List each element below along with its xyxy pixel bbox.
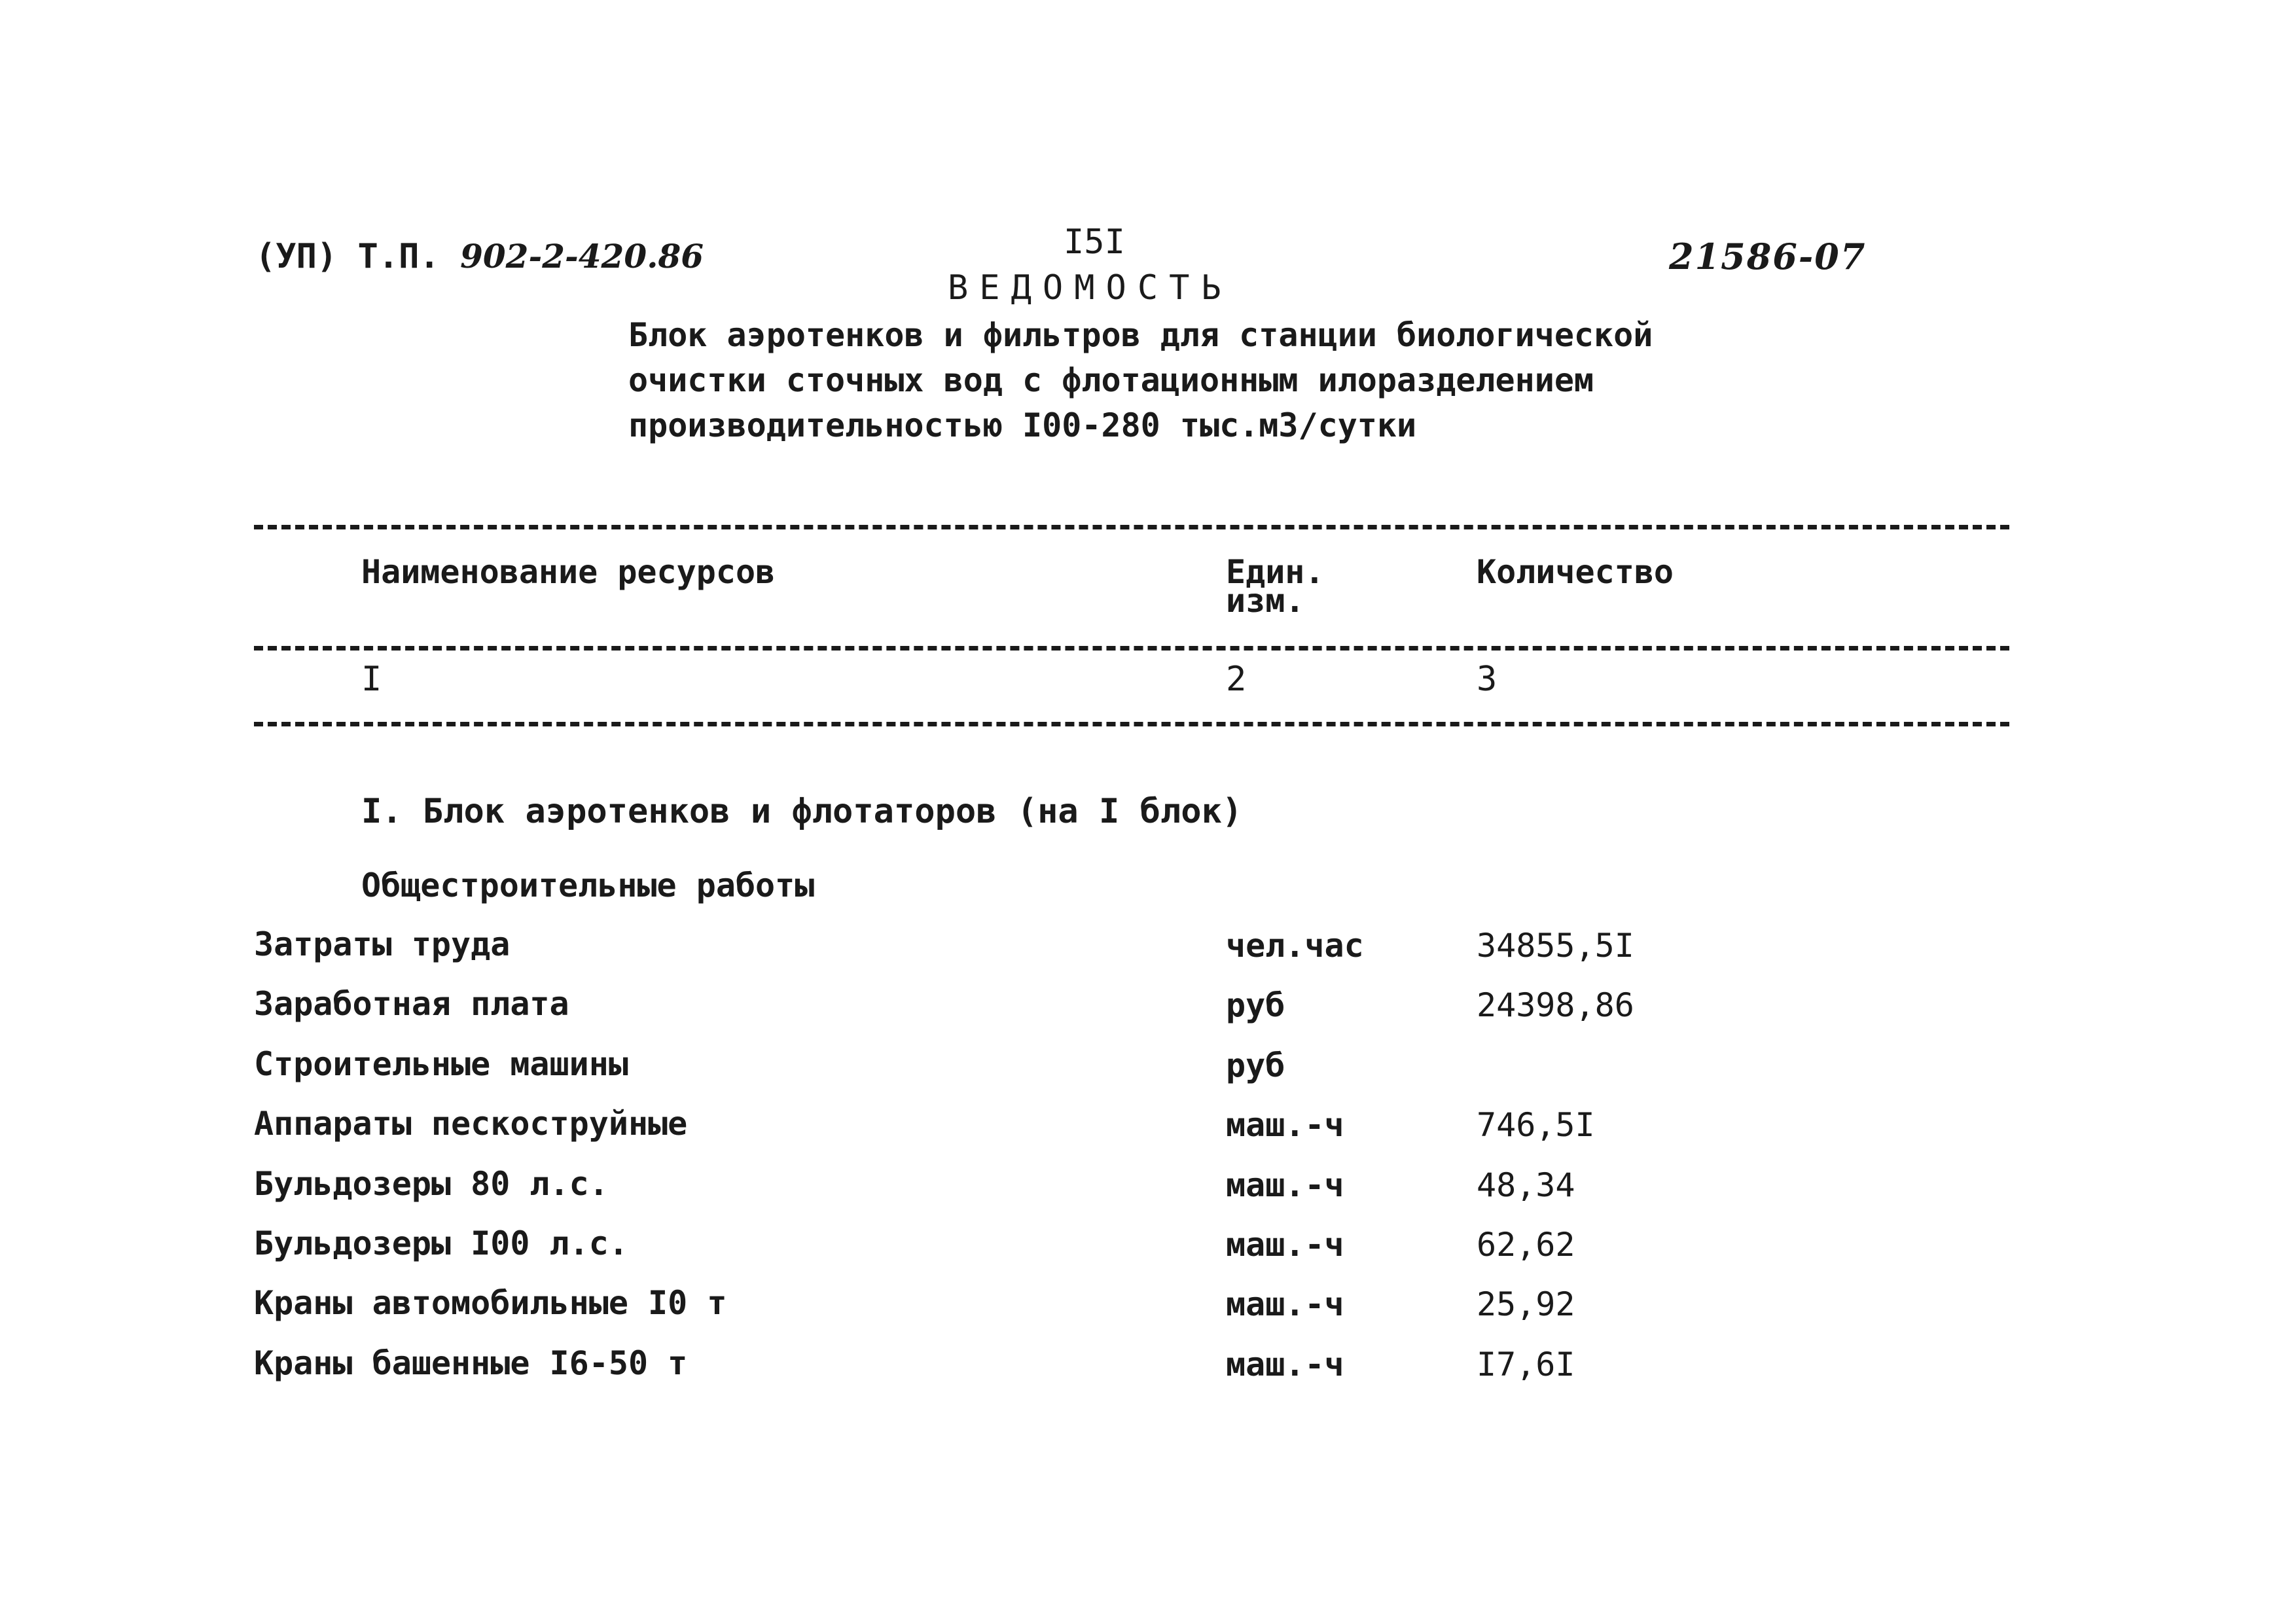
subtitle-line: Блок аэротенков и фильтров для станции биологической	[628, 316, 1653, 354]
subsection-title: Общестроительные работы	[361, 866, 815, 904]
designation-number: 902-2-420.86	[460, 237, 704, 276]
resource-quantity: 746,5I	[1477, 1106, 1595, 1145]
table-top-rule	[254, 525, 2009, 529]
document-designation	[255, 237, 704, 276]
table-row	[254, 1224, 2021, 1284]
table-row	[254, 1344, 2021, 1404]
table-row	[254, 1284, 2021, 1344]
document-code: 21586-07	[1669, 236, 1867, 277]
subtitle-line: очистки сточных вод с флотационным илоразделением	[628, 361, 1594, 399]
resource-quantity: 62,62	[1477, 1225, 1575, 1264]
resource-quantity: 24398,86	[1477, 986, 1634, 1025]
resource-name: Бульдозеры I00 л.с.	[254, 1224, 628, 1262]
header-unit	[1226, 553, 1325, 620]
resource-name: Бульдозеры 80 л.с.	[254, 1164, 609, 1203]
resource-unit: маш.-ч	[1226, 1106, 1344, 1145]
table-row	[254, 985, 2021, 1044]
table-header-rule	[254, 646, 2009, 651]
table-row	[254, 925, 2021, 985]
resource-quantity: 25,92	[1477, 1285, 1575, 1324]
section-title: I. Блок аэротенков и флотаторов (на I блок)	[361, 792, 1243, 831]
resource-quantity: I7,6I	[1477, 1345, 1575, 1383]
header-unit-line2: изм.	[1226, 582, 1305, 620]
resource-unit: руб	[1226, 1046, 1285, 1084]
column-number-1: I	[361, 660, 382, 699]
resource-unit: маш.-ч	[1226, 1285, 1344, 1324]
header-resource-name: Наименование ресурсов	[361, 553, 776, 591]
resource-quantity: 34855,5I	[1477, 927, 1634, 965]
resource-name: Аппараты пескоструйные	[254, 1105, 688, 1143]
table-row	[254, 1105, 2021, 1164]
subtitle-line: производительностью I00-280 тыс.м3/сутки	[628, 406, 1417, 444]
resource-name: Строительные машины	[254, 1044, 628, 1083]
table-bottom-rule	[254, 722, 2009, 726]
resource-list	[254, 925, 2021, 1404]
document-title: ВЕДОМОСТЬ	[948, 268, 1232, 308]
resource-name: Заработная плата	[254, 985, 569, 1024]
page-number: I5I	[1064, 223, 1125, 262]
column-number-3: 3	[1477, 660, 1498, 699]
resource-name: Краны башенные I6-50 т	[254, 1344, 688, 1382]
document-subtitle	[628, 313, 1653, 448]
table-row	[254, 1165, 2021, 1224]
column-number-2: 2	[1226, 660, 1247, 699]
resource-unit: маш.-ч	[1226, 1225, 1344, 1264]
resource-name: Краны автомобильные I0 т	[254, 1284, 727, 1323]
table-row	[254, 1045, 2021, 1105]
resource-quantity: 48,34	[1477, 1166, 1575, 1204]
resource-unit: руб	[1226, 986, 1285, 1025]
resource-name: Затраты труда	[254, 925, 511, 963]
resource-unit: чел.час	[1226, 927, 1364, 965]
designation-prefix: (УП) Т.П.	[255, 237, 440, 276]
resource-unit: маш.-ч	[1226, 1166, 1344, 1204]
resource-unit: маш.-ч	[1226, 1345, 1344, 1383]
header-quantity: Количество	[1477, 553, 1674, 591]
header-unit-line1: Един.	[1226, 553, 1325, 591]
